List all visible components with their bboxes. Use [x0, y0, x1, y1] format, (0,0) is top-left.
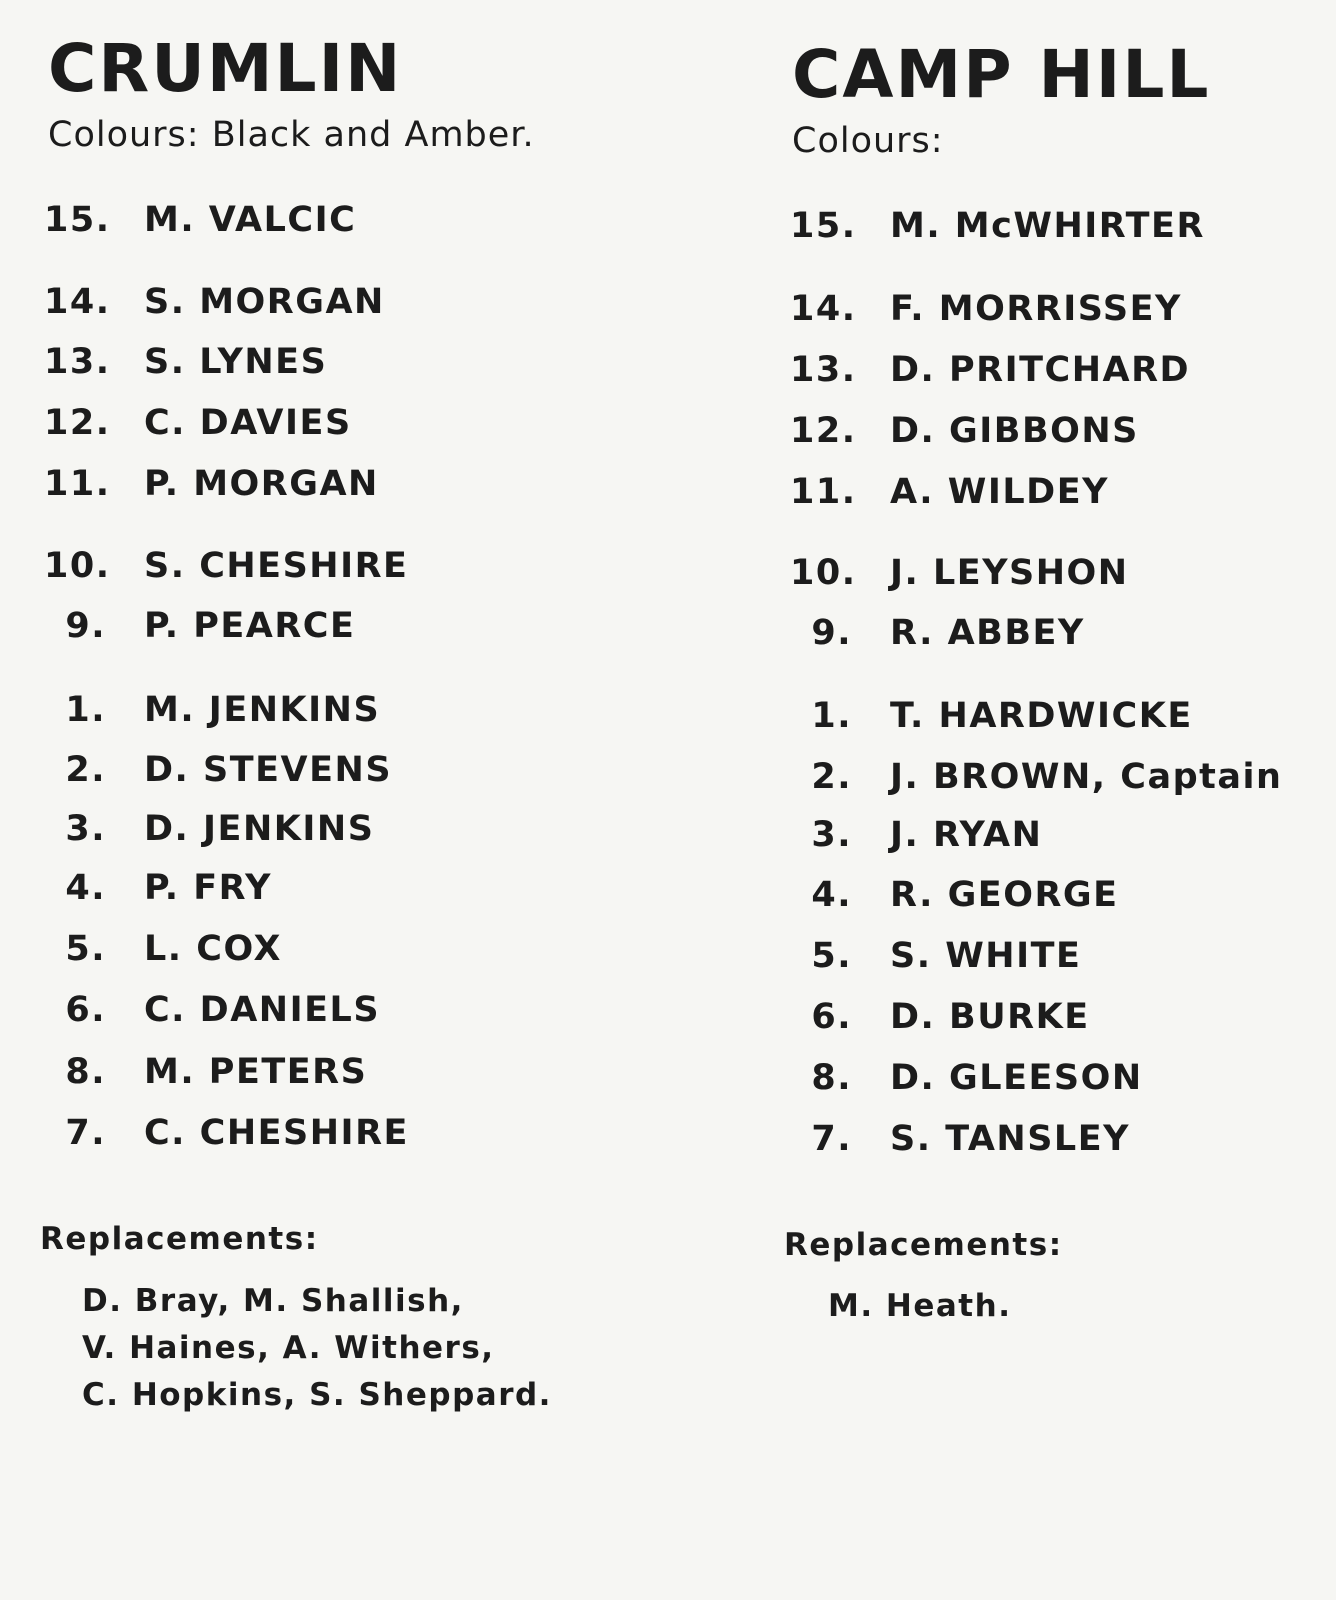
jersey-number: 11. [790, 472, 857, 512]
jersey-number: 9. [65, 606, 106, 646]
jersey-number: 9. [811, 613, 852, 653]
player-name: S. LYNES [144, 342, 328, 382]
player-name: M. McWHIRTER [890, 206, 1205, 246]
jersey-number: 5. [811, 936, 852, 976]
replacements-label: Replacements: [784, 1227, 1063, 1263]
jersey-number: 15. [44, 200, 111, 240]
player-name: D. STEVENS [144, 750, 393, 790]
player-name: C. DAVIES [144, 403, 352, 443]
player-name: A. WILDEY [890, 472, 1109, 512]
jersey-number: 7. [65, 1113, 106, 1153]
jersey-number: 5. [65, 929, 106, 969]
jersey-number: 11. [44, 464, 111, 504]
jersey-number: 13. [44, 342, 111, 382]
player-name: C. CHESHIRE [144, 1113, 409, 1153]
player-name: P. PEARCE [144, 606, 356, 646]
player-name: C. DANIELS [144, 990, 381, 1030]
player-name: J. LEYSHON [890, 553, 1129, 593]
replacements-line: M. Heath. [828, 1288, 1012, 1324]
replacements-line: C. Hopkins, S. Sheppard. [82, 1377, 552, 1413]
player-name: M. PETERS [144, 1052, 368, 1092]
jersey-number: 12. [790, 411, 857, 451]
jersey-number: 1. [811, 696, 852, 736]
jersey-number: 3. [65, 809, 106, 849]
player-name: D. JENKINS [144, 809, 375, 849]
player-name: S. CHESHIRE [144, 546, 409, 586]
team-title: CAMP HILL [792, 36, 1211, 113]
player-name: R. GEORGE [890, 875, 1119, 915]
jersey-number: 2. [811, 757, 852, 797]
jersey-number: 14. [44, 282, 111, 322]
jersey-number: 2. [65, 750, 106, 790]
jersey-number: 8. [65, 1052, 106, 1092]
replacements-line: V. Haines, A. Withers, [82, 1330, 495, 1366]
player-name: S. WHITE [890, 936, 1082, 976]
player-name: R. ABBEY [890, 613, 1085, 653]
jersey-number: 10. [790, 553, 857, 593]
player-name: P. MORGAN [144, 464, 379, 504]
jersey-number: 4. [811, 875, 852, 915]
team-colours: Colours: [792, 121, 944, 161]
jersey-number: 13. [790, 350, 857, 390]
jersey-number: 8. [811, 1058, 852, 1098]
jersey-number: 6. [65, 990, 106, 1030]
player-name: F. MORRISSEY [890, 289, 1182, 329]
jersey-number: 6. [811, 997, 852, 1037]
jersey-number: 15. [790, 206, 857, 246]
player-name: S. MORGAN [144, 282, 385, 322]
jersey-number: 3. [811, 815, 852, 855]
player-name: D. GIBBONS [890, 411, 1139, 451]
jersey-number: 1. [65, 690, 106, 730]
jersey-number: 14. [790, 289, 857, 329]
replacements-label: Replacements: [40, 1221, 319, 1257]
player-name: J. BROWN, Captain [890, 757, 1283, 797]
player-name: L. COX [144, 929, 282, 969]
player-name: D. BURKE [890, 997, 1090, 1037]
player-name: D. PRITCHARD [890, 350, 1191, 390]
player-name: M. JENKINS [144, 690, 381, 730]
jersey-number: 4. [65, 868, 106, 908]
player-name: T. HARDWICKE [890, 696, 1193, 736]
player-name: P. FRY [144, 868, 272, 908]
team-title: CRUMLIN [48, 30, 403, 107]
player-name: M. VALCIC [144, 200, 357, 240]
team-colours: Colours: Black and Amber. [48, 115, 535, 155]
replacements-line: D. Bray, M. Shallish, [82, 1283, 464, 1319]
player-name: D. GLEESON [890, 1058, 1143, 1098]
player-name: J. RYAN [890, 815, 1043, 855]
jersey-number: 7. [811, 1119, 852, 1159]
jersey-number: 10. [44, 546, 111, 586]
player-name: S. TANSLEY [890, 1119, 1130, 1159]
jersey-number: 12. [44, 403, 111, 443]
